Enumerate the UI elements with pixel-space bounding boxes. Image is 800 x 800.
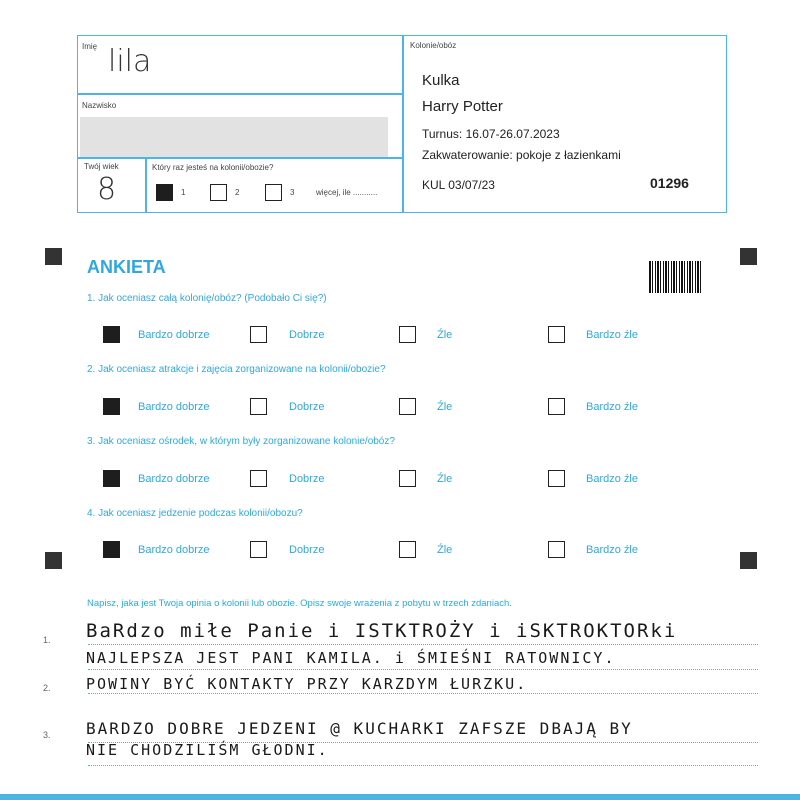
form-number: 01296	[650, 175, 689, 191]
q4-bardzo-zle-checkbox[interactable]	[548, 541, 565, 558]
q4-dobrze-label: Dobrze	[289, 544, 325, 556]
redacted-surname	[80, 117, 388, 157]
q1-zle-label: Źle	[437, 329, 453, 341]
q2-bardzo-zle-label: Bardzo źle	[586, 401, 638, 413]
writing-line	[88, 765, 758, 766]
registration-marker	[740, 552, 757, 569]
q1-bardzo-zle-checkbox[interactable]	[548, 326, 565, 343]
header-divider	[402, 35, 404, 213]
q3-bardzo-zle-checkbox[interactable]	[548, 470, 565, 487]
q3-bardzo-dobrze-checkbox[interactable]	[103, 470, 120, 487]
opinion-instruction: Napisz, jaka jest Twoja opinia o kolonii lub obozie. Opisz swoje wrażenia z pobytu w trzech zdaniach.	[87, 598, 512, 609]
registration-marker	[45, 248, 62, 265]
q4-zle-checkbox[interactable]	[399, 541, 416, 558]
q3-zle-label: Źle	[437, 473, 453, 485]
q2-zle-label: Źle	[437, 401, 453, 413]
camp-name: Kulka	[422, 72, 460, 89]
answer-line-2: NAJLEPSZA JEST PANI KAMILA. i ŚMIEŚNI RATOWNICY.	[86, 649, 616, 667]
q1-zle-checkbox[interactable]	[399, 326, 416, 343]
header-divider	[145, 157, 147, 213]
q1-bardzo-dobrze-label: Bardzo dobrze	[138, 329, 210, 341]
answer-number-3: 3.	[43, 730, 51, 740]
imie-label: Imię	[82, 42, 98, 51]
q2-bardzo-dobrze-checkbox[interactable]	[103, 398, 120, 415]
q3-zle-checkbox[interactable]	[399, 470, 416, 487]
visit-count-1-label: 1	[181, 188, 186, 197]
question-4: 4. Jak oceniasz jedzenie podczas kolonii/obozu?	[87, 508, 303, 519]
camp-code: KUL 03/07/23	[422, 178, 495, 192]
wiek-label: Twój wiek	[84, 162, 119, 171]
q2-dobrze-checkbox[interactable]	[250, 398, 267, 415]
q4-zle-label: Źle	[437, 544, 453, 556]
bottom-bar	[0, 794, 800, 800]
q1-dobrze-label: Dobrze	[289, 329, 325, 341]
q2-dobrze-label: Dobrze	[289, 401, 325, 413]
answer-line-5: NIE CHODZILIŚM GŁODNI.	[86, 741, 329, 759]
imie-value: lila	[108, 44, 152, 79]
header-divider	[77, 93, 403, 95]
registration-marker	[740, 248, 757, 265]
turnus: Turnus: 16.07-26.07.2023	[422, 127, 560, 141]
answer-line-1: BaRdzo miłe Panie i ISTKTROŻY i iSKTROKTORki	[86, 620, 678, 642]
writing-line	[88, 669, 758, 670]
q2-bardzo-zle-checkbox[interactable]	[548, 398, 565, 415]
camp-theme: Harry Potter	[422, 98, 503, 115]
q3-bardzo-zle-label: Bardzo źle	[586, 473, 638, 485]
visit-count-3-label: 3	[290, 188, 295, 197]
q4-bardzo-zle-label: Bardzo źle	[586, 544, 638, 556]
q1-dobrze-checkbox[interactable]	[250, 326, 267, 343]
q4-bardzo-dobrze-checkbox[interactable]	[103, 541, 120, 558]
q4-bardzo-dobrze-label: Bardzo dobrze	[138, 544, 210, 556]
question-2: 2. Jak oceniasz atrakcje i zajęcia zorganizowane na kolonii/obozie?	[87, 364, 386, 375]
answer-line-3: POWINY BYĆ KONTAKTY PRZY KARZDYM ŁURZKU.	[86, 675, 528, 693]
q2-zle-checkbox[interactable]	[399, 398, 416, 415]
visit-count-2-label: 2	[235, 188, 240, 197]
q1-bardzo-dobrze-checkbox[interactable]	[103, 326, 120, 343]
q4-dobrze-checkbox[interactable]	[250, 541, 267, 558]
question-3: 3. Jak oceniasz ośrodek, w którym były zorganizowane kolonie/obóz?	[87, 436, 395, 447]
registration-marker	[45, 552, 62, 569]
survey-title: ANKIETA	[87, 257, 166, 277]
wiek-value: 8	[97, 172, 117, 207]
q3-dobrze-label: Dobrze	[289, 473, 325, 485]
visit-count-2-checkbox[interactable]	[210, 184, 227, 201]
q3-bardzo-dobrze-label: Bardzo dobrze	[138, 473, 210, 485]
barcode-icon	[649, 261, 702, 293]
zakwaterowanie: Zakwaterowanie: pokoje z łazienkami	[422, 148, 621, 162]
answer-line-4: BARDZO DOBRE JEDZENI @ KUCHARKI ZAFSZE DBAJĄ BY	[86, 719, 633, 738]
writing-line	[88, 644, 758, 645]
visit-count-1-checkbox[interactable]	[156, 184, 173, 201]
header-divider	[77, 157, 403, 159]
nazwisko-label: Nazwisko	[82, 101, 117, 110]
visit-count-more-label: więcej, ile ...........	[316, 188, 378, 197]
answer-number-1: 1.	[43, 635, 51, 645]
writing-line	[88, 693, 758, 694]
kolonia-label: Kolonie/obóz	[410, 41, 457, 50]
q2-bardzo-dobrze-label: Bardzo dobrze	[138, 401, 210, 413]
visit-count-3-checkbox[interactable]	[265, 184, 282, 201]
answer-number-2: 2.	[43, 683, 51, 693]
ktory-raz-label: Który raz jesteś na kolonii/obozie?	[152, 163, 274, 172]
q1-bardzo-zle-label: Bardzo źle	[586, 329, 638, 341]
question-1: 1. Jak oceniasz całą kolonię/obóz? (Podobało Ci się?)	[87, 293, 327, 304]
q3-dobrze-checkbox[interactable]	[250, 470, 267, 487]
